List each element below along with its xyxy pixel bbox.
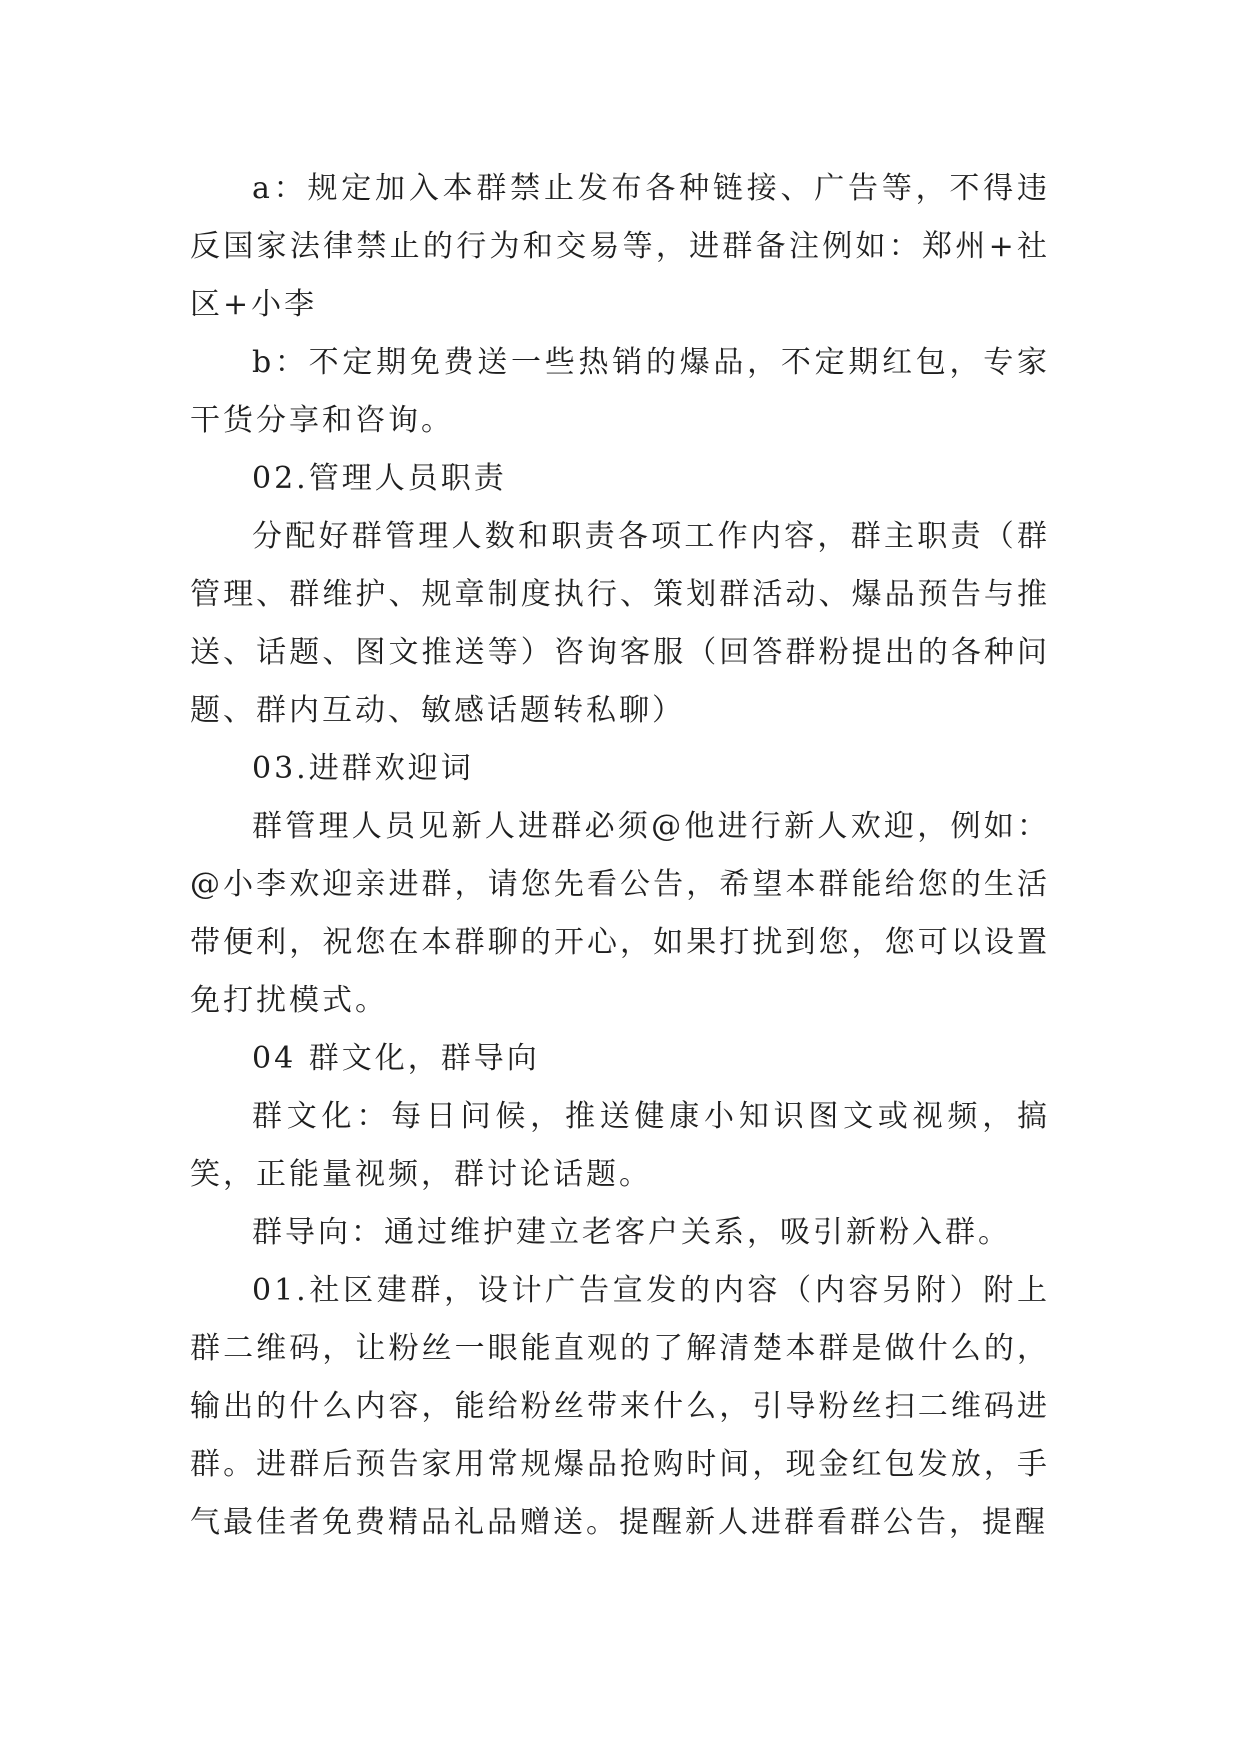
section-heading-03: 03.进群欢迎词 xyxy=(252,751,474,786)
document-body xyxy=(190,160,1050,1552)
paragraph-rule-b: b：不定期免费送一些热销的爆品，不定期红包，专家干货分享和咨询。 xyxy=(190,345,1050,438)
paragraph-duties: 分配好群管理人数和职责各项工作内容，群主职责（群管理、群维护、规章制度执行、策划群活动、爆品预告与推送、话题、图文推送等）咨询客服（回答群粉提出的各种问题、群内互动、敏感话题转私聊） xyxy=(190,519,1050,728)
paragraph-orientation: 群导向：通过维护建立老客户关系，吸引新粉入群。 xyxy=(252,1215,1011,1250)
paragraph-welcome: 群管理人员见新人进群必须@他进行新人欢迎，例如：@小李欢迎亲进群，请您先看公告，希望本群能给您的生活带便利，祝您在本群聊的开心，如果打扰到您，您可以设置免打扰模式。 xyxy=(190,809,1050,1018)
paragraph-community-group: 01.社区建群，设计广告宣发的内容（内容另附）附上群二维码，让粉丝一眼能直观的了解清楚本群是做什么的，输出的什么内容，能给粉丝带来什么，引导粉丝扫二维码进群。进群后预告家用常规爆品抢购时间，现金红包发放，手气最佳者免费精品礼品赠送。提醒新人进群看群公告，提醒 xyxy=(190,1273,1050,1540)
section-heading-02: 02.管理人员职责 xyxy=(252,461,507,496)
paragraph-rule-a: a：规定加入本群禁止发布各种链接、广告等，不得违反国家法律禁止的行为和交易等，进群备注例如：郑州+社区+小李 xyxy=(190,171,1050,322)
section-heading-04: 04 群文化，群导向 xyxy=(252,1041,540,1076)
paragraph-culture: 群文化：每日问候，推送健康小知识图文或视频，搞笑，正能量视频，群讨论话题。 xyxy=(190,1099,1050,1192)
